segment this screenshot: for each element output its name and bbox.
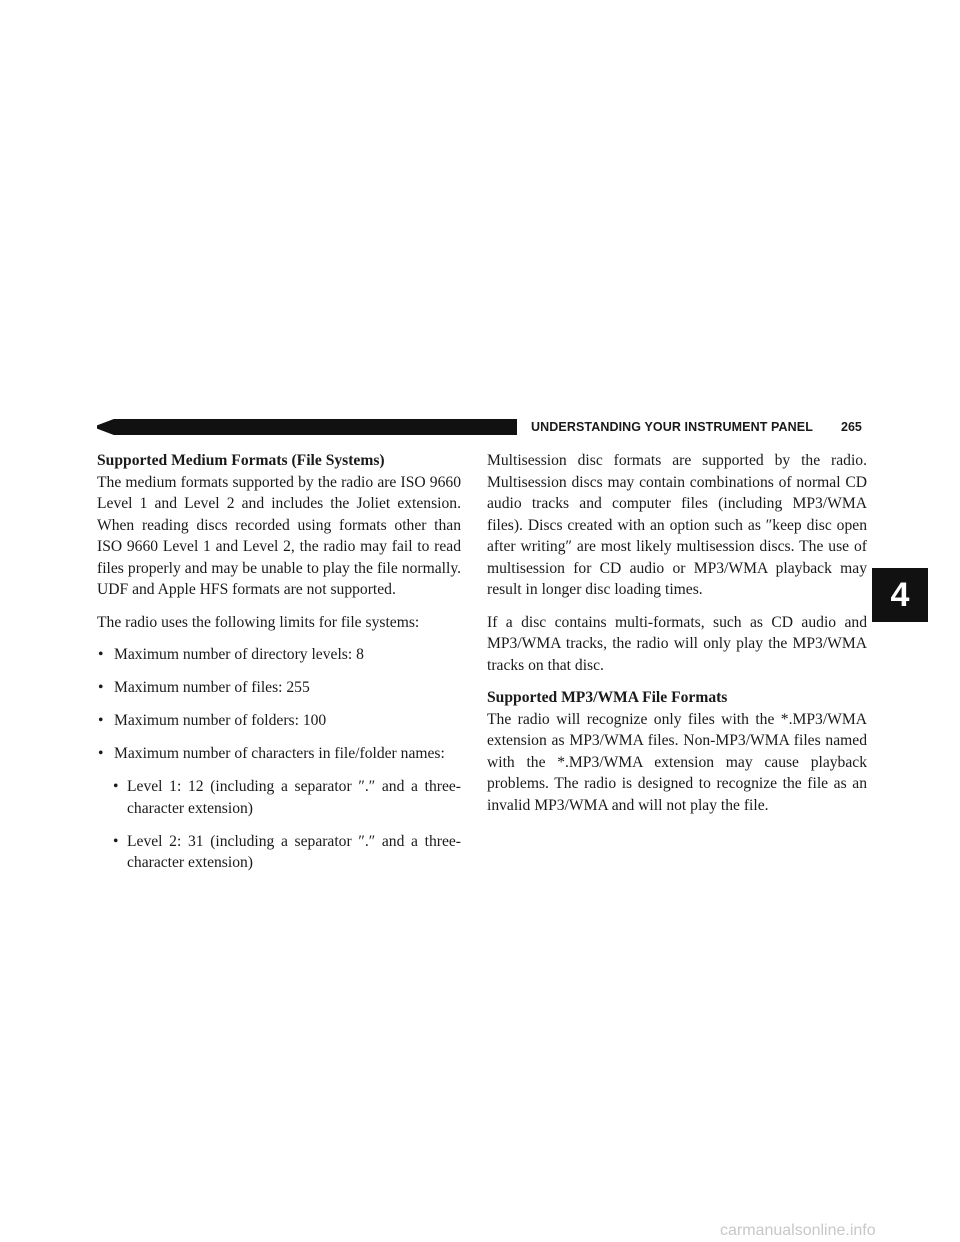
list-item: • Maximum number of files: 255 (97, 677, 461, 699)
filename-limits-list (97, 776, 461, 874)
section-title: UNDERSTANDING YOUR INSTRUMENT PANEL (531, 420, 813, 434)
list-item: • Maximum number of folders: 100 (97, 710, 461, 732)
watermark-url: carmanualsonline.info (720, 1222, 876, 1239)
right-column (487, 450, 867, 827)
multiformat-paragraph: If a disc contains multi-formats, such as CD audio and MP3/WMA tracks, the radio will only play the MP3/WMA tracks on that disc. (487, 613, 867, 674)
medium-formats-paragraph: The medium formats supported by the radio are ISO 9660 Level 1 and Level 2 and includes the Joliet extension. When reading discs recorded using formats other than ISO 9660 Level 1 and Level 2, the radio may fail to read files properly and may be unable to play the file normally. UDF and Apple HFS formats are not supported. (97, 473, 461, 598)
medium-formats-heading: Supported Medium Formats (File Systems) (97, 452, 385, 469)
left-column (97, 450, 461, 885)
page-number: 265 (841, 420, 862, 434)
list-item: • Maximum number of directory levels: 8 (97, 644, 461, 666)
page-header (97, 419, 867, 435)
file-formats-heading: Supported MP3/WMA File Formats (487, 689, 728, 706)
list-item: • Level 1: 12 (including a separator ″.″ and a three-character extension) (112, 776, 461, 819)
list-item: • Maximum number of characters in file/folder names: (97, 743, 461, 765)
multisession-paragraph: Multisession disc formats are supported by the radio. Multisession discs may contain combinations of normal CD audio tracks and computer files (including MP3/WMA files). Discs created with an option such as ″keep disc open after writing″ are most likely multisession discs. The use of multisession for CD audio or MP3/WMA playback may result in longer disc loading times. (487, 452, 867, 598)
header-rule (97, 419, 517, 435)
chapter-tab: 4 (872, 568, 928, 622)
list-item: • Level 2: 31 (including a separator ″.″ and a three-character extension) (112, 831, 461, 874)
limits-intro: The radio uses the following limits for file systems: (97, 613, 420, 631)
limits-list (97, 644, 461, 765)
file-formats-paragraph: The radio will recognize only files with the *.MP3/WMA extension as MP3/WMA files. Non-MP3/WMA files named with the *.MP3/WMA extension may cause playback problems. The radio is designed to recognize the file as an invalid MP3/WMA and will not play the file. (487, 710, 867, 814)
